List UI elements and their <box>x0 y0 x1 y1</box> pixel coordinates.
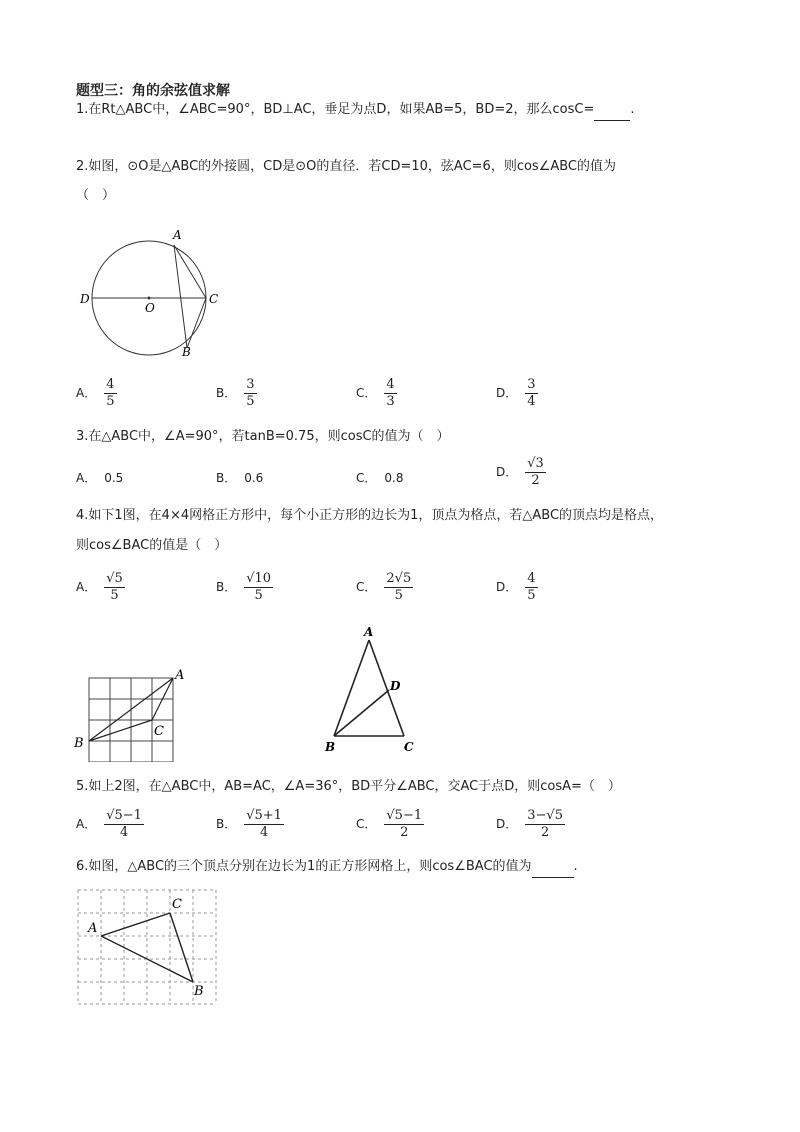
label-b: B <box>74 736 84 751</box>
label-c: C <box>172 897 182 912</box>
section-title: 题型三：角的余弦值求解 <box>76 83 230 99</box>
q2-option-d[interactable]: D． $\frac{3}{4}$ <box>496 377 536 409</box>
label-a: A <box>175 668 185 683</box>
q2-option-a[interactable]: A． $\frac{4}{5}$ <box>76 377 115 409</box>
question-4-line2: 则cos∠BAC的值是（ ） <box>76 538 228 553</box>
q2-option-c[interactable]: C． $\frac{4}{3}$ <box>356 377 395 409</box>
label-d: D <box>390 679 401 693</box>
label-c: C <box>404 740 414 754</box>
q3-option-b[interactable]: B． 0.6 <box>216 471 264 485</box>
question-1 <box>76 100 635 121</box>
q3-option-d[interactable]: D． $\frac{√3}{2}$ <box>496 456 544 488</box>
label-b: B <box>182 345 191 359</box>
question-5-text: 5.如上2图，在△ABC中，AB=AC，∠A=36°，BD平分∠ABC，交AC于点D，则cosA=（ ） <box>76 779 621 794</box>
grid-figure-6 <box>72 886 222 1008</box>
label-b: B <box>325 740 336 754</box>
question-2-line1: 2.如图，⊙O是△ABC的外接圆，CD是⊙O的直径．若CD=10，弦AC=6，则cos∠ABC的值为 <box>76 159 617 174</box>
question-1-text: 1.在Rt△ABC中，∠ABC=90°，BD⊥AC，垂足为点D，如果AB=5，BD=2，那么cosC= <box>76 102 595 117</box>
q4-option-d[interactable]: D． $\frac{4}{5}$ <box>496 571 536 603</box>
answer-blank-1[interactable] <box>594 100 630 121</box>
label-a: A <box>364 625 374 639</box>
q5-option-a[interactable]: A． $\frac{√5-1}{4}$ <box>76 808 142 840</box>
q3-option-a[interactable]: A． 0.5 <box>76 471 124 485</box>
q2-option-b[interactable]: B． $\frac{3}{5}$ <box>216 377 255 409</box>
q4-option-a[interactable]: A． $\frac{√5}{5}$ <box>76 571 123 603</box>
label-a: A <box>173 228 182 242</box>
label-d: D <box>80 292 90 306</box>
q3-option-c[interactable]: C． 0.8 <box>356 471 404 485</box>
question-6-text: 6.如图，△ABC的三个顶点分别在边长为1的正方形网格上，则cos∠BAC的值为 <box>76 859 532 874</box>
q5-option-d[interactable]: D． $\frac{3-√5}{2}$ <box>496 808 563 840</box>
answer-blank-6[interactable] <box>532 857 574 878</box>
circle-figure <box>75 225 235 360</box>
question-6-end: . <box>573 859 578 874</box>
label-o: O <box>145 301 155 315</box>
q5-option-b[interactable]: B． $\frac{√5+1}{4}$ <box>216 808 282 840</box>
label-c: C <box>209 292 219 306</box>
q5-option-c[interactable]: C． $\frac{√5-1}{2}$ <box>356 808 423 840</box>
question-6 <box>76 857 578 878</box>
q4-option-c[interactable]: C． $\frac{2√5}{5}$ <box>356 571 412 603</box>
q4-option-b[interactable]: B． $\frac{√10}{5}$ <box>216 571 272 603</box>
question-3-text: 3.在△ABC中，∠A=90°，若tanB=0.75，则cosC的值为（ ） <box>76 429 450 444</box>
label-c: C <box>154 724 164 739</box>
triangle-figure-2 <box>320 622 425 757</box>
label-b: B <box>194 984 204 999</box>
question-4-line1: 4.如下1图，在4×4网格正方形中，每个小正方形的边长为1，顶点为格点，若△ABC的顶点均是格点， <box>76 508 664 523</box>
label-a: A <box>88 921 98 936</box>
question-2-line2: （ ） <box>76 188 116 203</box>
grid-figure-1 <box>70 662 195 762</box>
question-1-end: . <box>630 102 635 117</box>
